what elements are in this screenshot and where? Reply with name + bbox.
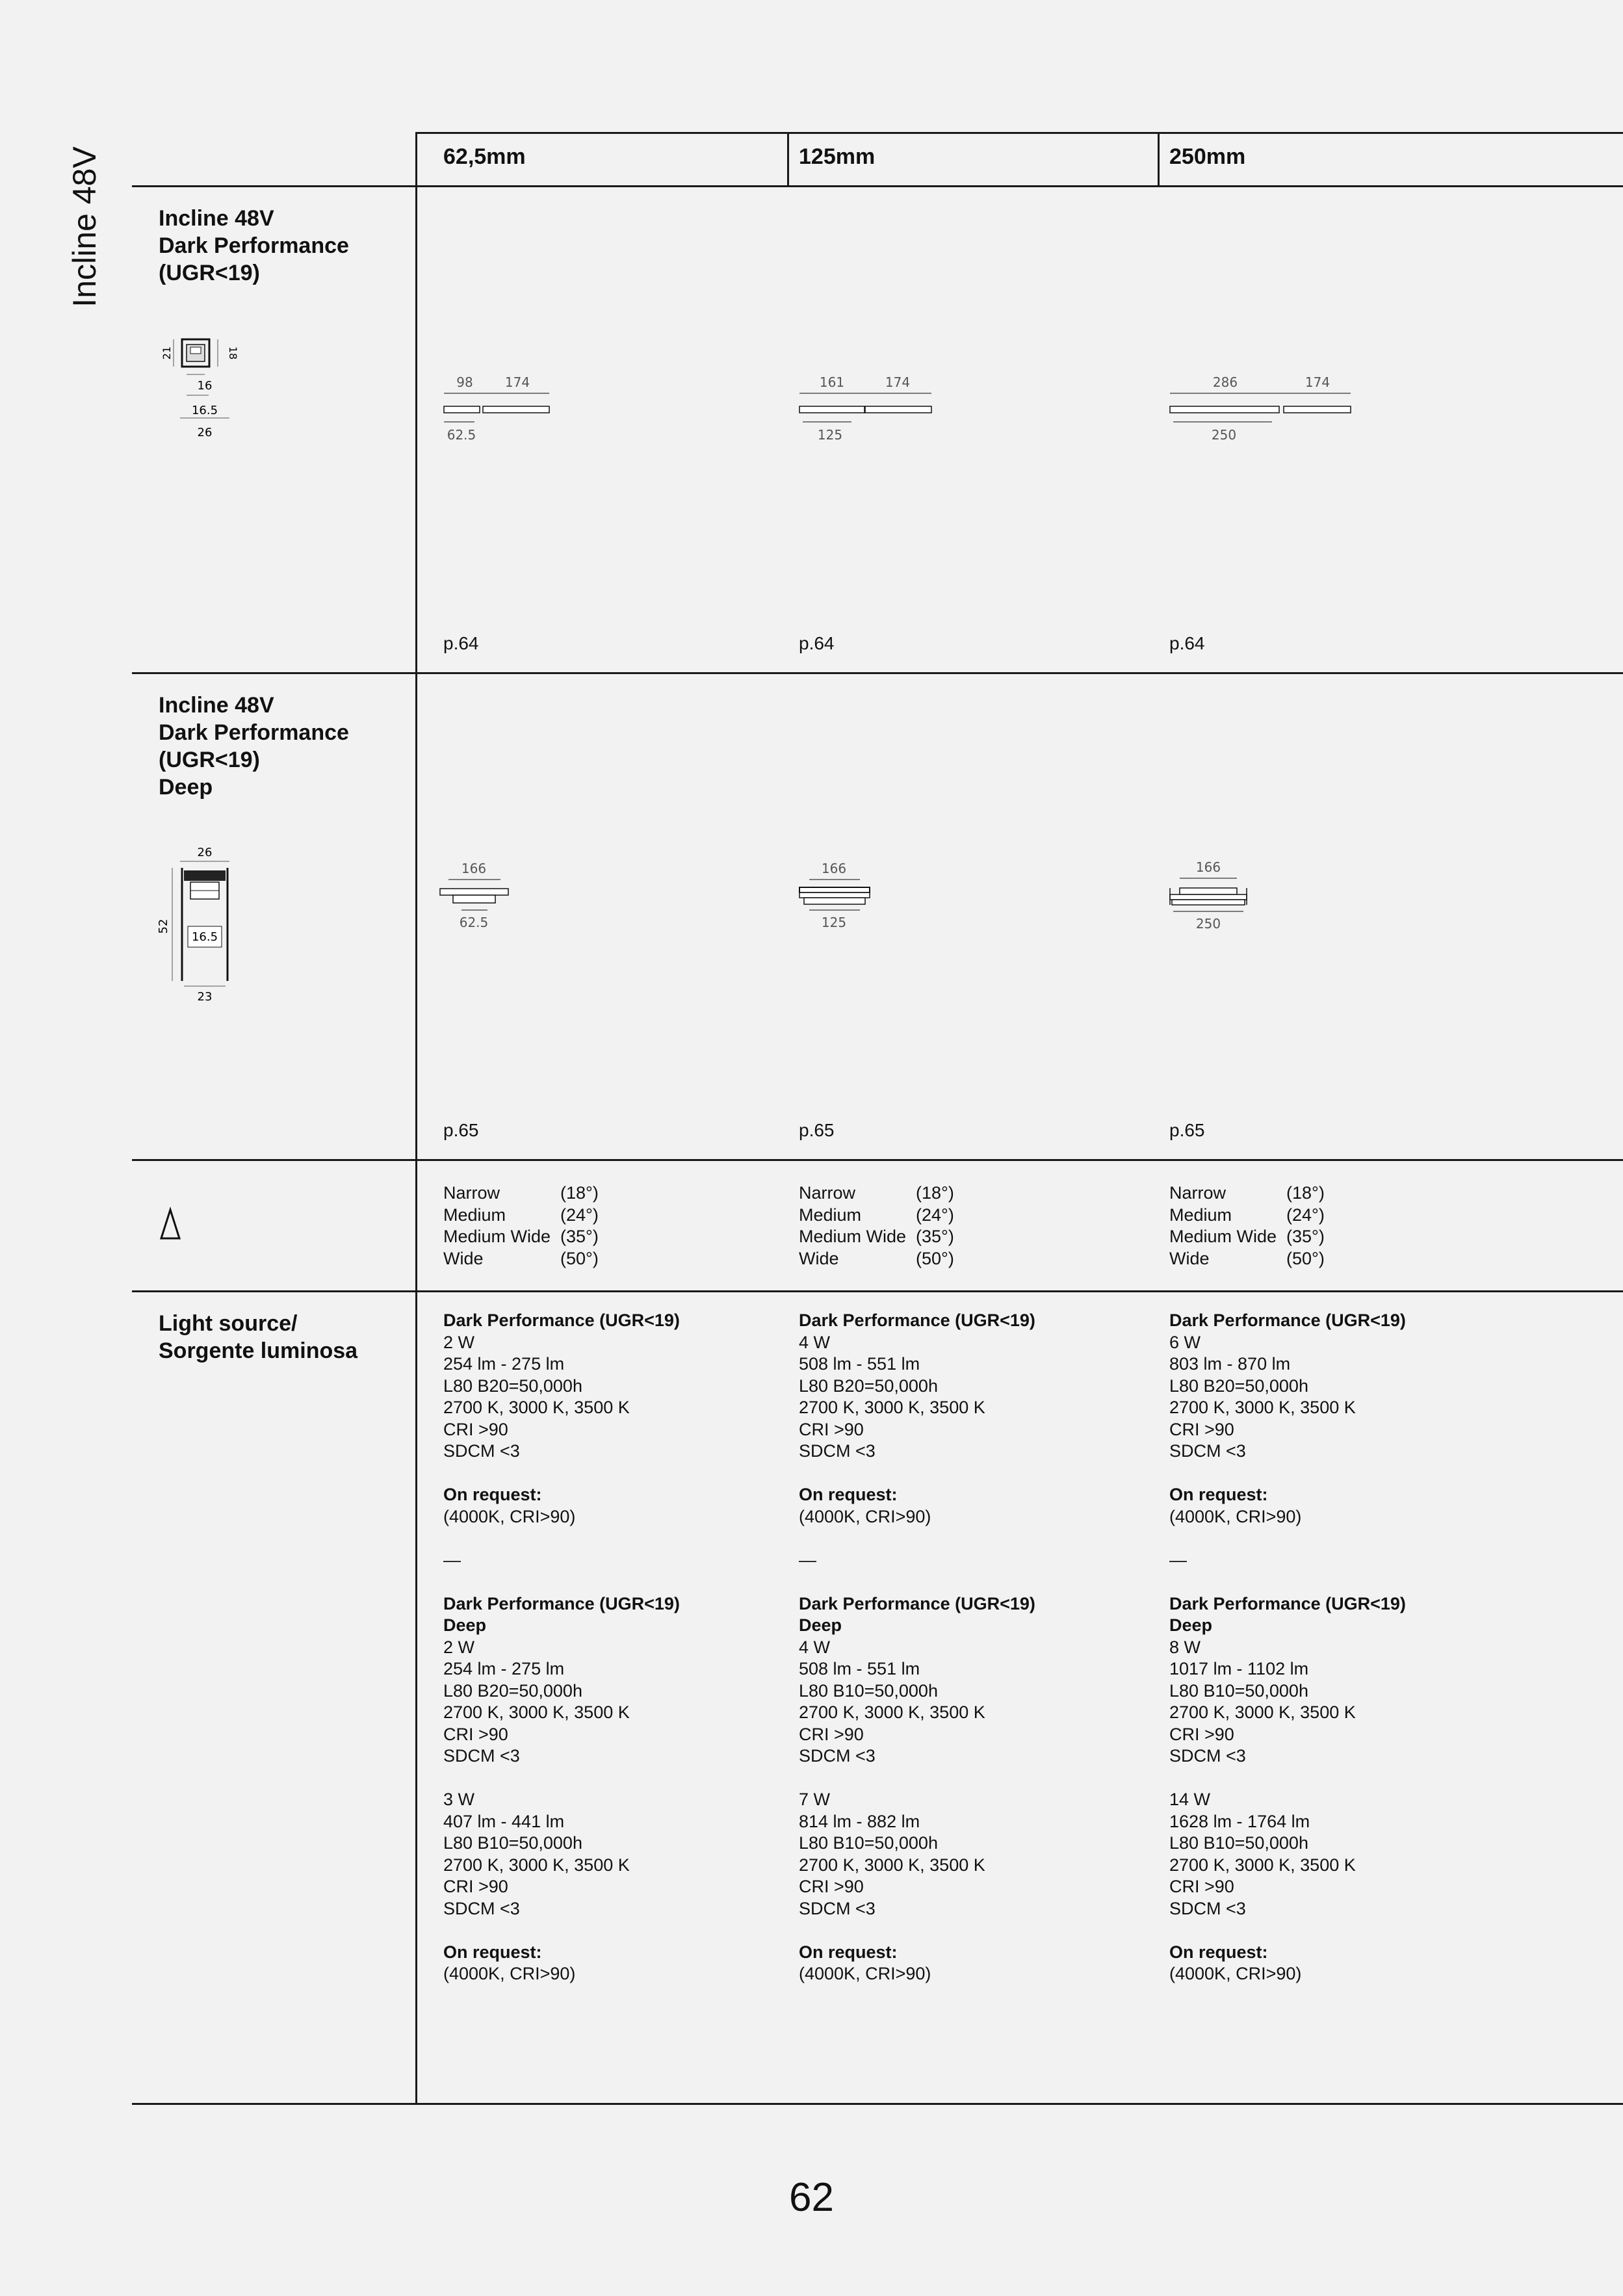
col2-divider [1158, 132, 1160, 187]
row2-title: Incline 48V Dark Performance (UGR<19) Deep [159, 693, 349, 800]
light-source-title: Light source/ Sorgente luminosa [159, 1311, 358, 1363]
svg-text:250: 250 [1195, 916, 1221, 932]
header-bottom-rule [132, 185, 1623, 187]
svg-text:174: 174 [504, 374, 530, 390]
svg-text:98: 98 [456, 374, 473, 390]
table-bottom-rule [132, 2103, 1623, 2105]
svg-text:26: 26 [197, 426, 213, 439]
page-ref[interactable]: p.65 [1169, 1120, 1205, 1140]
svg-text:62.5: 62.5 [459, 915, 489, 930]
svg-text:125: 125 [817, 427, 843, 443]
svg-text:16.5: 16.5 [191, 930, 218, 944]
svg-text:286: 286 [1212, 374, 1238, 390]
svg-text:52: 52 [157, 919, 170, 934]
page-ref[interactable]: p.65 [799, 1120, 835, 1140]
drawing-125 [796, 374, 991, 445]
svg-text:125: 125 [821, 915, 847, 930]
row2-bottom-rule [132, 1159, 1623, 1161]
svg-text:166: 166 [821, 861, 847, 876]
page-ref[interactable]: p.64 [443, 633, 479, 653]
row1-bottom-rule [132, 672, 1623, 674]
deep-profile-section-drawing [153, 842, 257, 1004]
drawing-62-5 [439, 374, 634, 445]
side-title: Incline 48V [66, 146, 103, 307]
page-ref[interactable]: p.64 [1169, 633, 1205, 653]
svg-text:166: 166 [461, 861, 487, 876]
deep-drawing-62-5 [435, 858, 630, 936]
svg-text:62.5: 62.5 [447, 427, 476, 443]
page-ref[interactable]: p.64 [799, 633, 835, 653]
spec-column-62-5: Dark Performance (UGR<19) 2 W 254 lm - 275 lm L80 B20=50,000h 2700 K, 3000 K, 3500 K CRI >90 SDCM <3 On request: (4000K, CRI>90) — Dark Performance (UGR<19) Deep 2 W 254 lm - 275 lm L80 B20=50,000h 2700 K, 3000 K, 3500 K CRI >90 SDCM <3 3 W 407 lm - 441 lm L80 B10=50,000h 2700 K, 3000 K, 3500 K CRI >90 SDCM <3 On request: (4000K, CRI>90) [443, 1311, 680, 1983]
deep-drawing-250 [1167, 857, 1362, 935]
drawing-250 [1167, 374, 1362, 445]
column-header-250: 250mm [1169, 144, 1246, 169]
beam-list-62-5: Narrow (18°) Medium (24°) Medium Wide (35°) Wide (50°) [443, 1183, 599, 1268]
svg-text:16: 16 [197, 379, 213, 393]
svg-text:21: 21 [161, 346, 173, 360]
svg-text:23: 23 [197, 990, 213, 1004]
col1-divider [787, 132, 789, 187]
svg-text:174: 174 [885, 374, 911, 390]
profile-section-drawing [153, 332, 257, 449]
page-number: 62 [789, 2175, 834, 2220]
svg-text:161: 161 [819, 374, 845, 390]
spec-column-125: Dark Performance (UGR<19) 4 W 508 lm - 551 lm L80 B20=50,000h 2700 K, 3000 K, 3500 K CRI >90 SDCM <3 On request: (4000K, CRI>90) — Dark Performance (UGR<19) Deep 4 W 508 lm - 551 lm L80 B10=50,000h 2700 K, 3000 K, 3500 K CRI >90 SDCM <3 7 W 814 lm - 882 lm L80 B10=50,000h 2700 K, 3000 K, 3500 K CRI >90 SDCM <3 On request: (4000K, CRI>90) [799, 1311, 1035, 1983]
column-header-125: 125mm [799, 144, 876, 169]
svg-text:174: 174 [1305, 374, 1331, 390]
svg-text:16.5: 16.5 [191, 404, 218, 417]
beam-list-125: Narrow (18°) Medium (24°) Medium Wide (35°) Wide (50°) [799, 1183, 954, 1268]
svg-text:26: 26 [197, 846, 213, 859]
beam-angle-icon [157, 1206, 183, 1245]
page-ref[interactable]: p.65 [443, 1120, 479, 1140]
table-top-rule [417, 132, 1623, 134]
deep-drawing-125 [796, 858, 991, 936]
svg-text:18: 18 [227, 346, 239, 360]
column-header-62-5: 62,5mm [443, 144, 526, 169]
svg-text:250: 250 [1211, 427, 1237, 443]
row1-title: Incline 48V Dark Performance (UGR<19) [159, 206, 349, 285]
svg-text:166: 166 [1195, 859, 1221, 875]
spec-column-250: Dark Performance (UGR<19) 6 W 803 lm - 870 lm L80 B20=50,000h 2700 K, 3000 K, 3500 K CRI >90 SDCM <3 On request: (4000K, CRI>90) — Dark Performance (UGR<19) Deep 8 W 1017 lm - 1102 lm L80 B10=50,000h 2700 K, 3000 K, 3500 K CRI >90 SDCM <3 14 W 1628 lm - 1764 lm L80 B10=50,000h 2700 K, 3000 K, 3500 K CRI >90 SDCM <3 On request: (4000K, CRI>90) [1169, 1311, 1406, 1983]
label-column-rule [415, 132, 417, 2105]
beam-bottom-rule [132, 1290, 1623, 1292]
beam-list-250: Narrow (18°) Medium (24°) Medium Wide (35°) Wide (50°) [1169, 1183, 1325, 1268]
